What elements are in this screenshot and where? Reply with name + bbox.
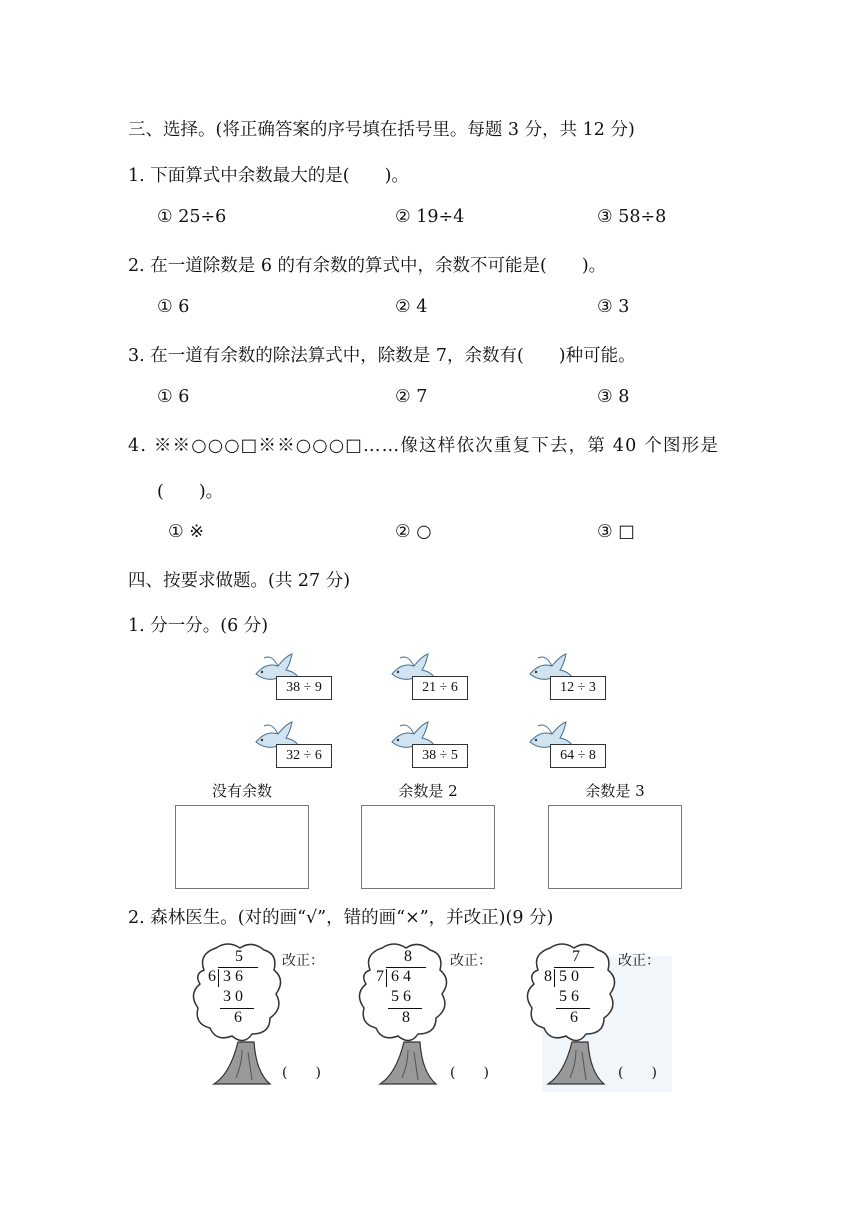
tree-3-divisor: 8 <box>544 968 552 985</box>
division-card: 12 ÷ 3 <box>550 676 606 700</box>
long-division-bracket <box>386 969 388 987</box>
section-4-heading: 四、按要求做题。(共 27 分) <box>128 571 351 591</box>
tree-2-answer-paren[interactable]: ( ) <box>450 1065 489 1081</box>
question-4-text-cont: ( )。 <box>157 482 224 502</box>
q4-option-2: ② ○ <box>395 522 432 542</box>
q1-option-1: ① 25÷6 <box>157 207 227 227</box>
box-label-remainder-2: 余数是 2 <box>398 782 458 800</box>
tree-1 <box>190 942 360 1092</box>
tree-icon <box>524 942 694 1092</box>
q4-option-3: ③ □ <box>597 522 635 542</box>
q2-option-1: ① 6 <box>157 297 190 317</box>
box-label-remainder-3: 余数是 3 <box>585 782 645 800</box>
tree-3-product: 5 6 <box>559 988 579 1005</box>
tree-icon <box>356 942 526 1092</box>
tree-2-fix-label: 改正： <box>450 953 492 969</box>
q3-option-3: ③ 8 <box>597 387 630 407</box>
long-division-bracket <box>218 969 220 987</box>
long-division-bracket <box>554 969 556 987</box>
answer-box-remainder-3[interactable] <box>548 805 682 889</box>
question-3-text: 3. 在一道有余数的除法算式中，除数是 7，余数有( )种可能。 <box>128 346 636 366</box>
q3-option-2: ② 7 <box>395 387 428 407</box>
task-2-text: 2. 森林医生。(对的画“√”，错的画“×”，并改正)(9 分) <box>128 908 554 928</box>
tree-icon <box>190 942 360 1092</box>
task-1-text: 1. 分一分。(6 分) <box>128 616 269 636</box>
division-card: 64 ÷ 8 <box>550 744 606 768</box>
bird-card-4 <box>252 720 362 770</box>
division-card: 21 ÷ 6 <box>412 676 468 700</box>
tree-1-quotient: 5 <box>235 948 243 965</box>
answer-box-remainder-2[interactable] <box>361 805 495 889</box>
tree-2-quotient: 8 <box>404 948 412 965</box>
tree-1-product: 3 0 <box>223 988 243 1005</box>
tree-1-dividend: 3 6 <box>223 968 243 985</box>
bird-card-2 <box>388 652 498 702</box>
division-card: 32 ÷ 6 <box>276 744 332 768</box>
box-label-no-remainder: 没有余数 <box>211 782 272 800</box>
tree-3-fix-label: 改正： <box>618 953 660 969</box>
q3-option-1: ① 6 <box>157 387 190 407</box>
tree-3 <box>524 942 694 1092</box>
section-3-heading: 三、选择。(将正确答案的序号填在括号里。每题 3 分，共 12 分) <box>128 120 635 140</box>
division-card: 38 ÷ 9 <box>276 676 332 700</box>
tree-2-dividend: 6 4 <box>391 968 411 985</box>
q4-option-1: ① ※ <box>168 522 204 542</box>
question-4-text: 4. ※※○○○□※※○○○□……像这样依次重复下去，第 40 个图形是 <box>128 436 720 456</box>
answer-box-no-remainder[interactable] <box>175 805 309 889</box>
question-2-text: 2. 在一道除数是 6 的有余数的算式中，余数不可能是( )。 <box>128 256 607 276</box>
tree-3-dividend: 5 0 <box>559 968 579 985</box>
tree-2 <box>356 942 526 1092</box>
tree-2-divisor: 7 <box>376 968 384 985</box>
question-1-text: 1. 下面算式中余数最大的是( )。 <box>128 166 409 186</box>
division-card: 38 ÷ 5 <box>412 744 468 768</box>
tree-1-divisor: 6 <box>208 968 216 985</box>
bird-card-1 <box>252 652 362 702</box>
tree-2-product: 5 6 <box>391 988 411 1005</box>
q1-option-3: ③ 58÷8 <box>597 207 667 227</box>
tree-3-quotient: 7 <box>572 948 580 965</box>
tree-2-remainder: 8 <box>402 1009 410 1026</box>
q2-option-3: ③ 3 <box>597 297 630 317</box>
tree-3-answer-paren[interactable]: ( ) <box>618 1065 657 1081</box>
tree-1-answer-paren[interactable]: ( ) <box>282 1065 321 1081</box>
bird-card-6 <box>526 720 636 770</box>
bird-card-3 <box>526 652 636 702</box>
bird-card-5 <box>388 720 498 770</box>
tree-1-fix-label: 改正： <box>282 953 324 969</box>
q2-option-2: ② 4 <box>395 297 428 317</box>
tree-3-remainder: 6 <box>570 1009 578 1026</box>
tree-1-remainder: 6 <box>234 1009 242 1026</box>
q1-option-2: ② 19÷4 <box>395 207 465 227</box>
